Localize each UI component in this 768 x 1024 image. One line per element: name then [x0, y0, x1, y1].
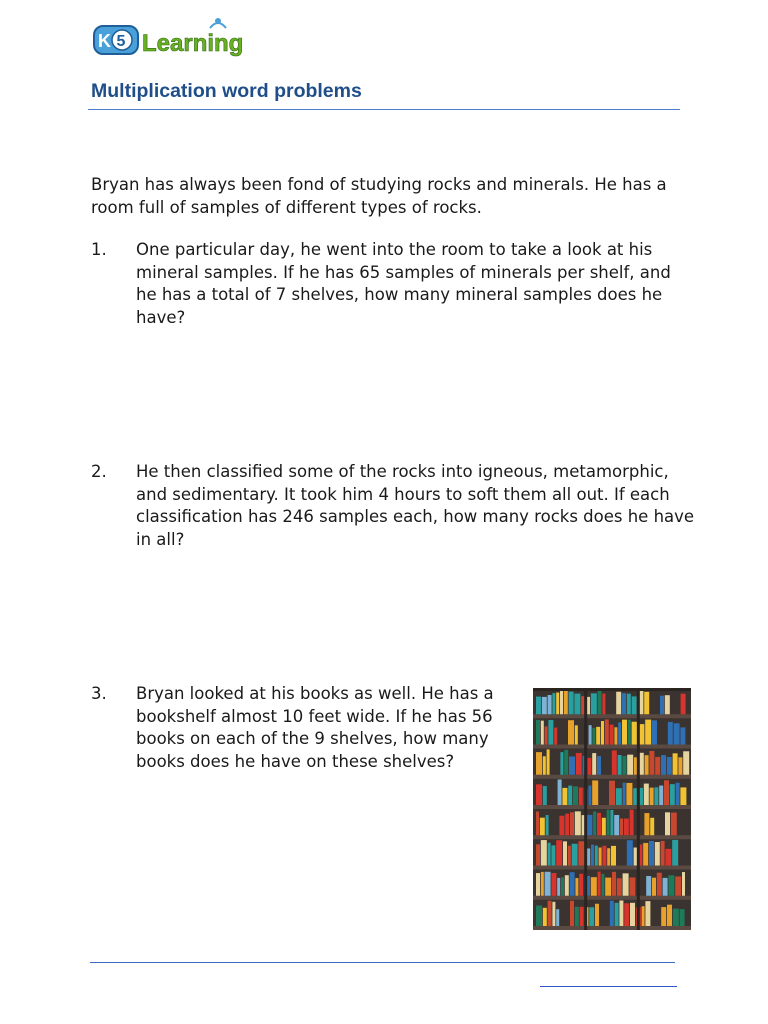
- question-text: He then classified some of the rocks into igneous, metamorphic, and sedimentary. It took him 4 hours to soft them all out. If each classification has 246 samples each, how many rocks does he have in all?: [136, 462, 695, 549]
- svg-text:5: 5: [116, 33, 126, 50]
- footer-divider: [90, 962, 675, 963]
- svg-text:Learning: Learning: [142, 30, 244, 57]
- question-number: 1.: [91, 240, 107, 259]
- question-text: Bryan looked at his books as well. He has a bookshelf almost 10 feet wide. If he has 56 books on each of the 9 shelves, how many books does he have on these shelves?: [136, 684, 494, 771]
- question-number: 2.: [91, 462, 107, 481]
- intro-paragraph: Bryan has always been fond of studying rocks and minerals. He has a room full of samples of different types of rocks.: [91, 175, 667, 217]
- footer-link[interactable]: [540, 986, 677, 987]
- question-text: One particular day, he went into the room to take a look at his mineral samples. If he has 65 samples of minerals per shelf, and he has a total of 7 shelves, how many mineral samples does he have?: [136, 240, 671, 327]
- question-number: 3.: [91, 684, 107, 703]
- bookshelf-illustration: [533, 688, 691, 930]
- svg-text:K: K: [98, 31, 111, 51]
- k5-learning-logo: [92, 14, 262, 60]
- title-divider: [88, 109, 680, 110]
- page-title: Multiplication word problems: [91, 80, 362, 102]
